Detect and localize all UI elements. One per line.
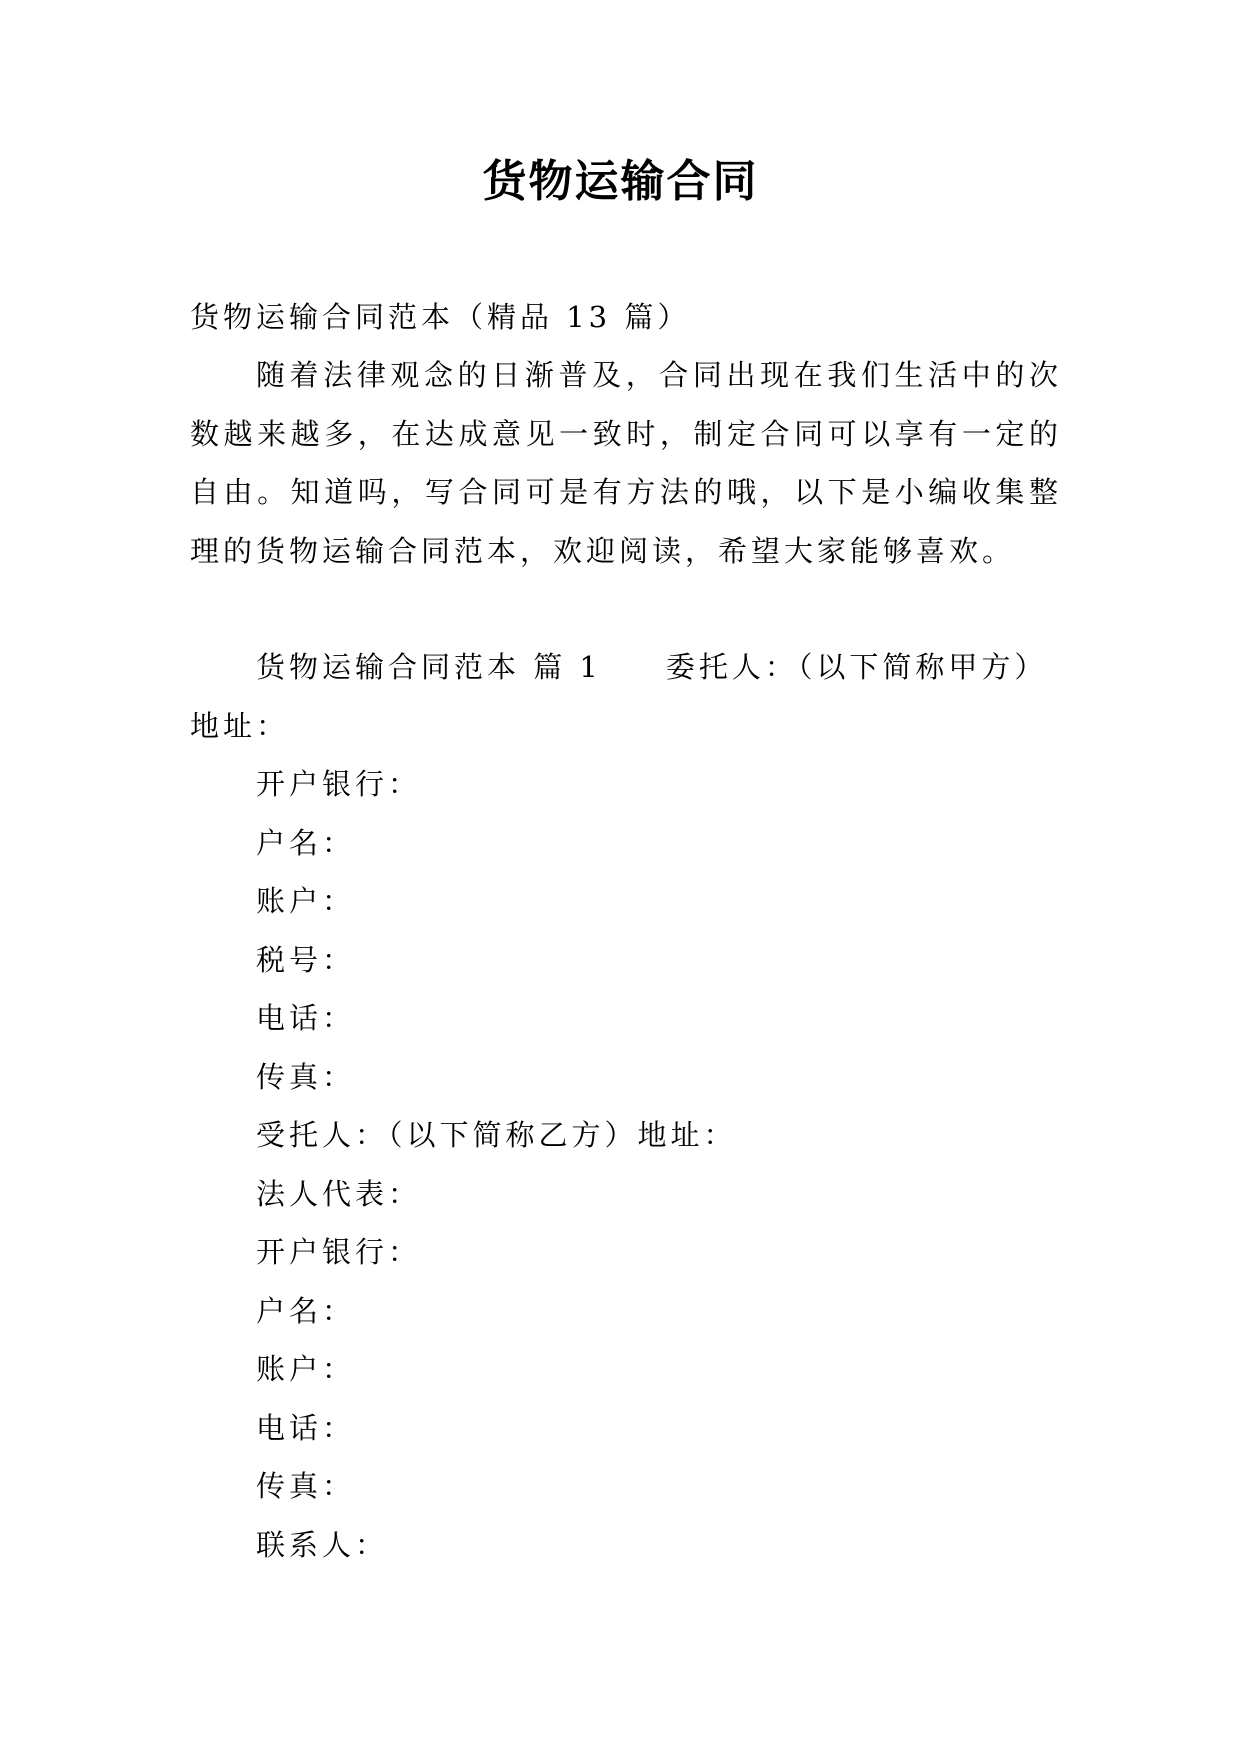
field-phone: 电话： [256, 1001, 356, 1035]
field-trustee: 受托人：（以下简称乙方）地址： [256, 1118, 737, 1152]
address-line: 地址： [190, 708, 290, 743]
field-account: 账户： [256, 884, 356, 918]
field-tax-number: 税号： [256, 942, 356, 977]
field-account-name: 户名： [256, 825, 356, 860]
field-contact-person: 联系人： [256, 1527, 389, 1562]
document-subtitle: 货物运输合同范本（精品 13 篇） [190, 300, 691, 334]
intro-paragraph: 随着法律观念的日渐普及，合同出现在我们生活中的次数越来越多，在达成意见一致时，制定合同可以享有一定的自由。知道吗，写合同可是有方法的哦，以下是小编收集整理的货物运输合同范本，欢迎阅读，希望大家能够喜欢。 [190, 358, 1062, 568]
section-heading: 货物运输合同范本 篇 1 [256, 650, 602, 684]
field-trustee-bank: 开户银行： [256, 1235, 422, 1269]
field-legal-representative: 法人代表： [256, 1176, 422, 1211]
field-bank: 开户银行： [256, 767, 422, 801]
document-title: 货物运输合同 [482, 156, 759, 207]
field-trustee-account-name: 户名： [256, 1293, 356, 1328]
section-1-heading-line [190, 638, 1062, 697]
field-fax: 传真： [256, 1059, 356, 1094]
field-trustee-fax: 传真： [256, 1469, 356, 1503]
section-1 [190, 638, 1062, 1574]
consignor-line: 委托人：（以下简称甲方） [665, 650, 1048, 684]
field-trustee-account: 账户： [256, 1352, 356, 1386]
field-trustee-phone: 电话： [256, 1410, 356, 1445]
